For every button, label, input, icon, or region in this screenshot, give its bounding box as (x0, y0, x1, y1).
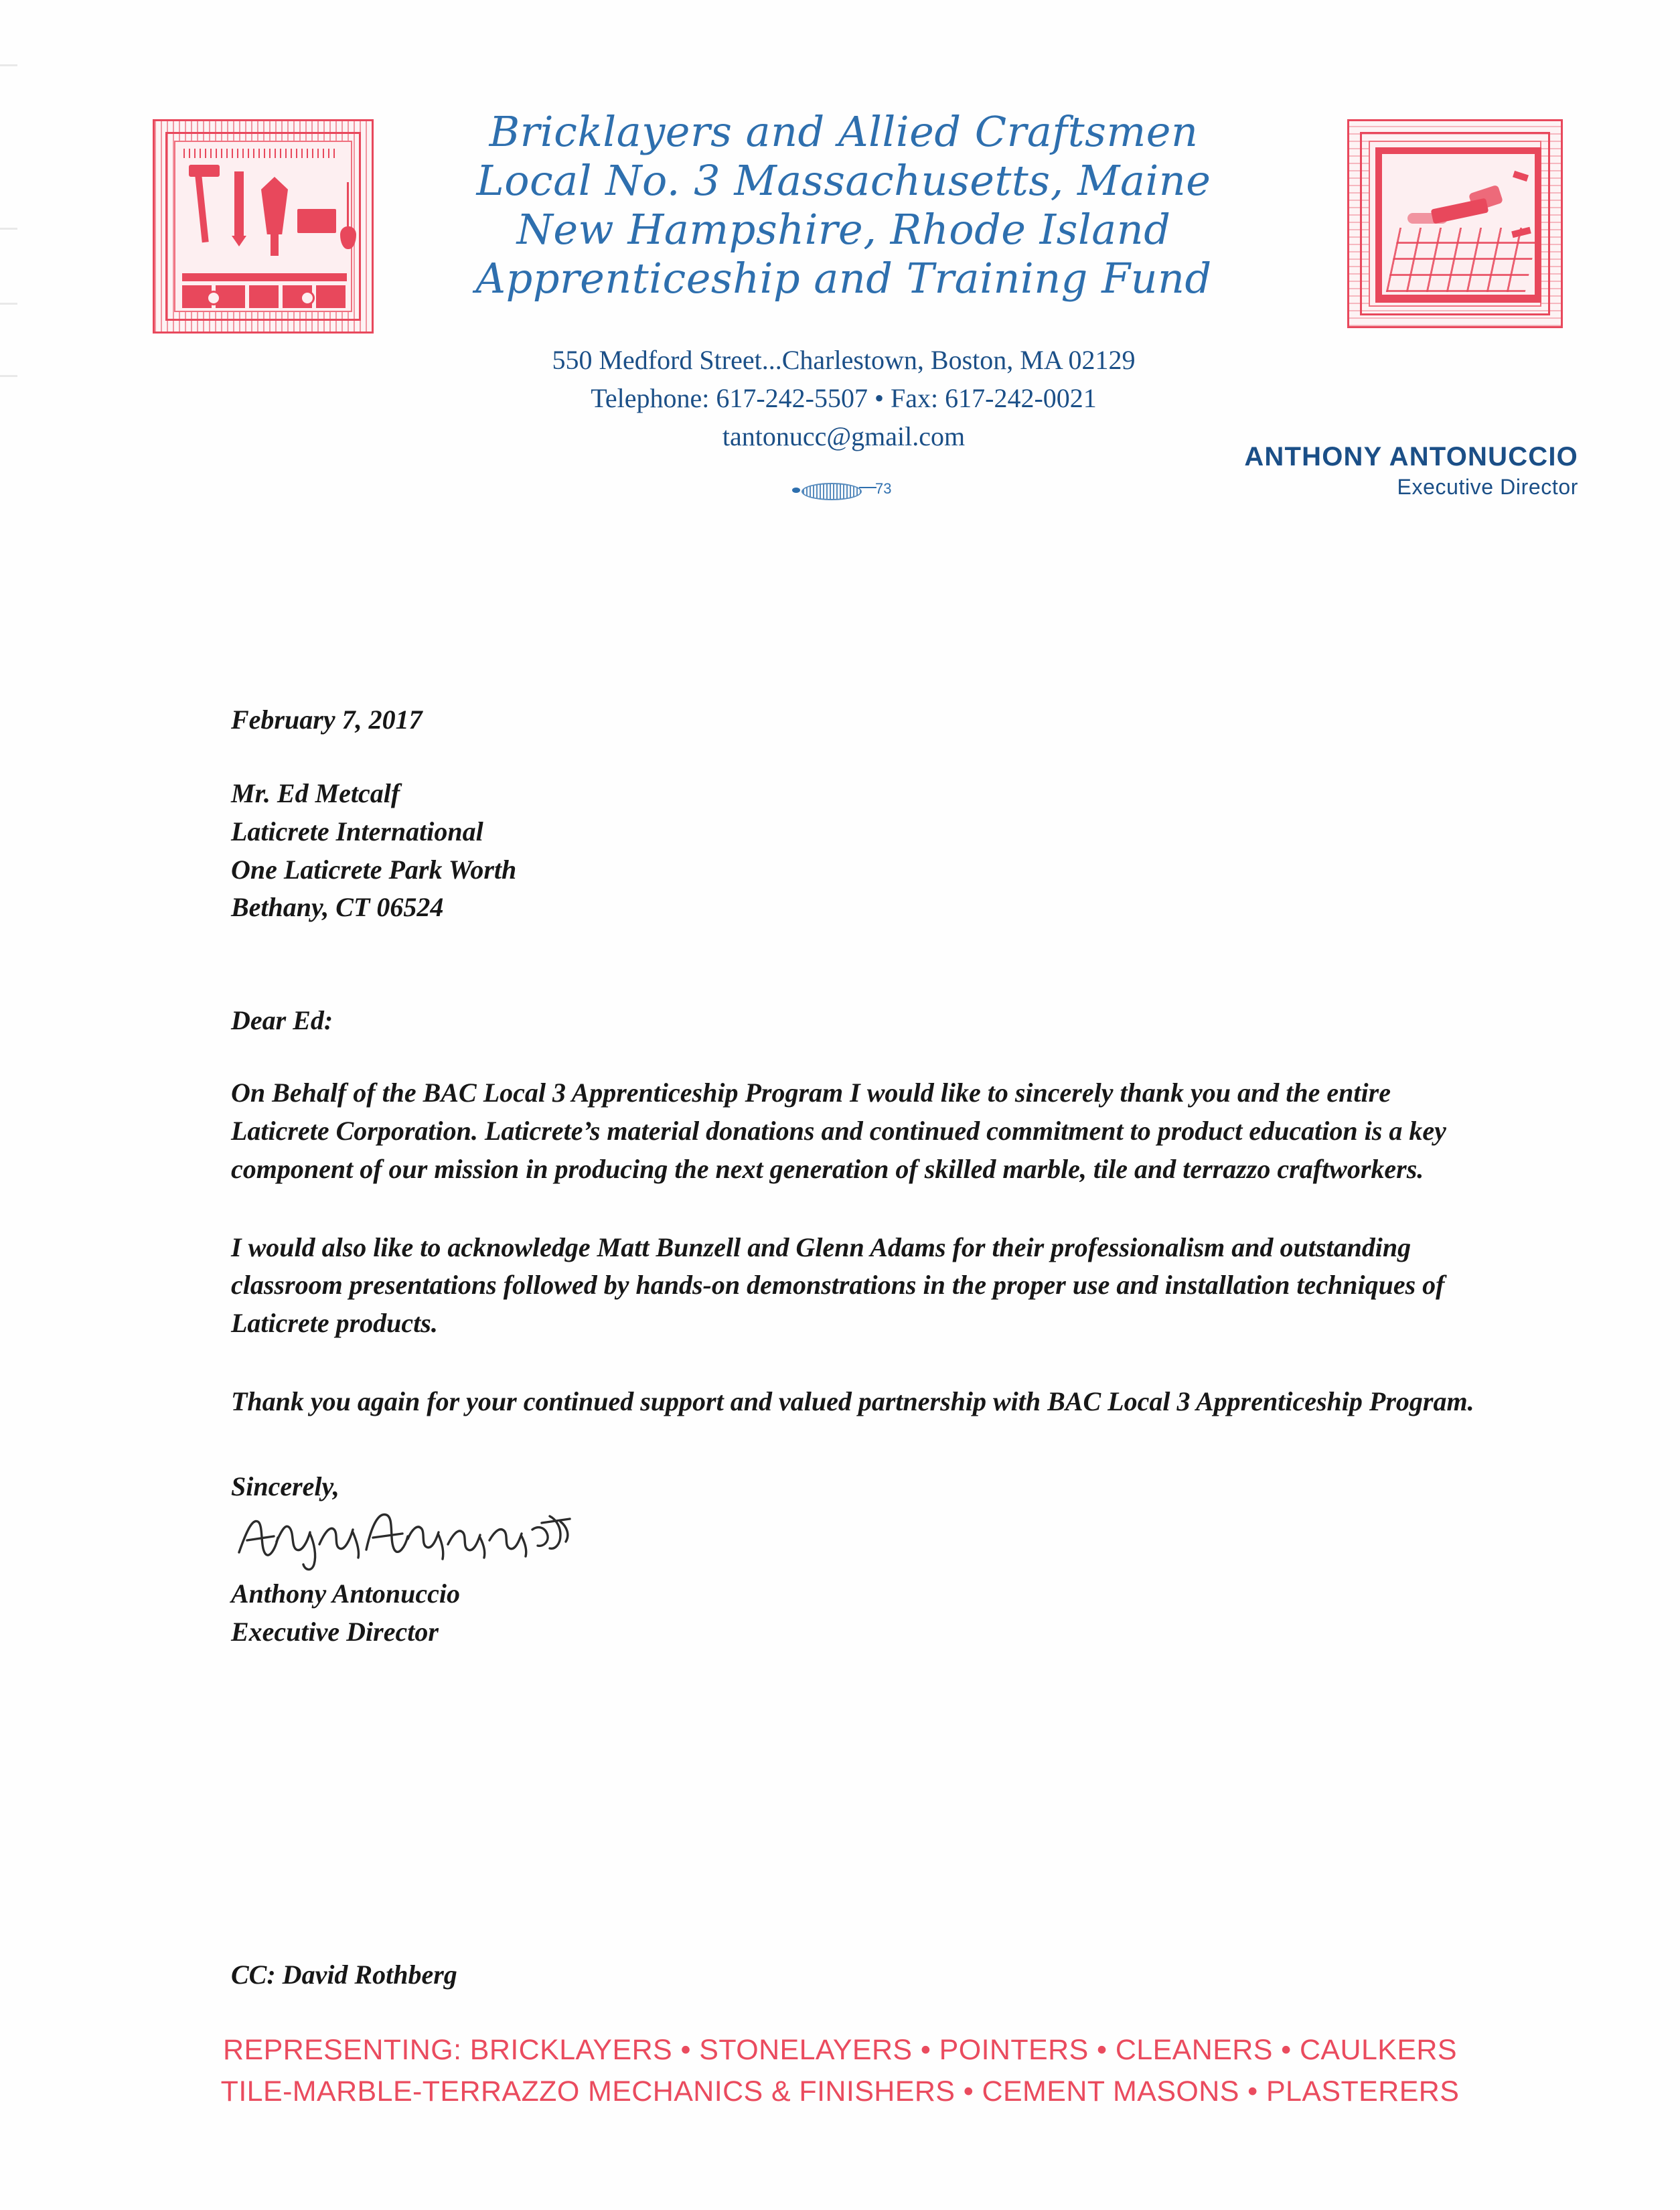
carbon-copy: CC: David Rothberg (231, 1960, 457, 1990)
footer-representing (0, 2029, 1680, 2113)
phone-fax: Telephone: 617-242-5507 • Fax: 617-242-0021 (591, 382, 1097, 413)
recipient-line-3: One Laticrete Park Worth (231, 854, 517, 885)
handwritten-signature (235, 1503, 704, 1575)
signer-title: Executive Director (231, 1616, 439, 1647)
executive-title: Executive Director (1397, 475, 1578, 499)
recipient-line-4: Bethany, CT 06524 (231, 892, 444, 923)
letterhead (0, 74, 1680, 609)
email-address[interactable]: tantonucc@gmail.com (722, 421, 966, 451)
seal-dot-icon (792, 488, 800, 493)
closing: Sincerely, (231, 1471, 339, 1501)
street-address: 550 Medford Street...Charlestown, Boston, MA 02129 (552, 345, 1136, 375)
footer-line-1: REPRESENTING: BRICKLAYERS • STONELAYERS • POINTERS • CLEANERS • CAULKERS (223, 2034, 1457, 2066)
letterhead-contact (375, 342, 1312, 455)
organization-title (375, 107, 1312, 303)
scan-edge-mark (0, 64, 17, 66)
footer-line-2: TILE-MARBLE-TERRAZZO MECHANICS & FINISHERS • CEMENT MASONS • PLASTERERS (220, 2075, 1460, 2108)
org-line-2: Local No. 3 Massachusetts, Maine (476, 156, 1211, 206)
salutation: Dear Ed: (231, 1005, 333, 1036)
executive-block (1244, 442, 1578, 500)
letter-body (231, 707, 1476, 1651)
paragraph-1: On Behalf of the BAC Local 3 Apprenticeship Program I would like to sincerely thank you and the entire Laticrete Corporation. Laticrete’s material donations and continued commitment to product education is a key component of our mission in producing the next generation of skilled marble, tile and terrazzo craftworkers. (231, 1078, 1446, 1184)
paragraph-2: I would also like to acknowledge Matt Bunzell and Glenn Adams for their professionalism and outstanding classroom presentations followed by hands-on demonstrations in the proper use and installation techniques of Laticrete products. (231, 1232, 1445, 1339)
seal-oval-icon (801, 483, 862, 500)
union-label-seal (787, 479, 907, 502)
recipient-line-2: Laticrete International (231, 816, 483, 846)
signer-name: Anthony Antonuccio (231, 1578, 460, 1609)
paragraph-3: Thank you again for your continued support and valued partnership with BAC Local 3 Apprenticeship Program. (231, 1386, 1474, 1416)
org-line-3: New Hampshire, Rhode Island (516, 205, 1171, 254)
org-line-4: Apprenticeship and Training Fund (475, 254, 1212, 303)
letter-date: February 7, 2017 (231, 705, 423, 735)
recipient-address (231, 775, 1476, 927)
executive-name: ANTHONY ANTONUCCIO (1244, 442, 1578, 471)
seal-tail-icon (859, 487, 876, 488)
recipient-line-1: Mr. Ed Metcalf (231, 778, 400, 808)
union-label-number: 73 (875, 480, 892, 497)
org-line-1: Bricklayers and Allied Craftsmen (489, 107, 1199, 156)
